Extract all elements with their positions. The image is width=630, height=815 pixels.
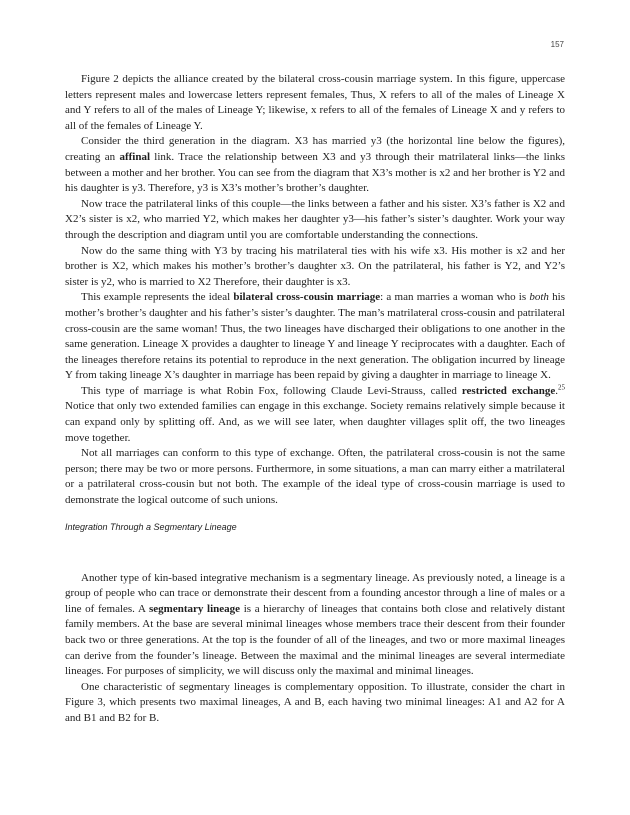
text-run: Another type of kin-based integrative mechanism is a segmentary lineage. As previously noted, a lineage is a group of people who can trace or demonstrate their descent from a founding ancestor through a line of males or a line of females. A bbox=[65, 571, 565, 615]
paragraph-3 bbox=[65, 197, 565, 244]
paragraph-2 bbox=[65, 134, 565, 196]
text-run: Consider the third generation in the diagram. X3 has married y3 (the horizontal line below the figures), creating an bbox=[65, 135, 565, 163]
text-run: Not all marriages can conform to this type of exchange. Often, the patrilateral cross-cousin is not the same person; there may be two or more persons. Furthermore, in some situations, a man can marry either a matrilateral or a patrilateral cross-cousin but not both. The example of the ideal type of cross-cousin marriage is used to demonstrate the logical outcome of such unions. bbox=[65, 447, 565, 507]
text-run: Notice that only two extended families can engage in this exchange. Society remains relatively simple because it can expand only by splitting off. And, as we will see later, when daughter villages split off, the two lineages move together. bbox=[65, 400, 565, 444]
text-italic: both bbox=[529, 291, 549, 304]
page-number: 157 bbox=[550, 40, 564, 49]
paragraph-8 bbox=[65, 571, 565, 680]
text-run: link. Trace the relationship between X3 and y3 through their matrilateral links—the links between a mother and her brother. You can see from the diagram that X3’s mother is x2 and her brother is Y2 and his daughter is y3. Therefore, y3 is X3’s mother’s brother’s daughter. bbox=[65, 150, 565, 195]
text-run: . bbox=[555, 384, 558, 397]
text-run: Now do the same thing with Y3 by tracing his matrilateral ties with his wife x3. His mother is x2 and her brother is X2, which makes his mother’s brother’s daughter x3. On the patrilateral, his father is Y2, and Y2’s sister is y2, who is married to X2 Therefore, their daughter is x3. bbox=[65, 244, 565, 288]
text-run: This example represents the ideal bbox=[81, 291, 234, 304]
text-run: his mother’s brother’s daughter and his father’s sister’s daughter. The man’s matrilateral cross-cousin and patrilateral cross-cousin are the same woman! Thus, the two lineages have discharged their obligations to one another in the same generation. Lineage X provides a daughter to lineage Y and lineage Y reciprocates with a daughter. Each of the lineages therefore retains its potential to reproduce in the next generation. The obligation incurred by lineage Y from taking lineage X’s daughter in marriage has been repaid by giving a daughter in marriage to lineage X. bbox=[65, 291, 565, 382]
text-bold: bilateral cross-cousin marriage bbox=[233, 291, 381, 304]
paragraph-4 bbox=[65, 244, 565, 291]
text-run: Figure 2 depicts the alliance created by the bilateral cross-cousin marriage system. In this figure, uppercase letters represent males and lowercase letters represent females, Thus, X refers to all of the males of Lineage X and Y refers to all of the males of Lineage Y; likewise, x refers to all of the females of Lineage X and y refers to all of the females of Lineage Y. bbox=[65, 73, 565, 132]
paragraph-7 bbox=[65, 446, 565, 508]
text-run: One characteristic of segmentary lineages is complementary opposition. To illustrate, consider the chart in Figure 3, which presents two maximal lineages, A and B, each having two minimal lineages: A1 and A2 for A and B1 and B2 for B. bbox=[65, 680, 565, 724]
paragraphs-after bbox=[65, 571, 565, 727]
text-bold: segmentary lineage bbox=[149, 602, 241, 615]
paragraph-9 bbox=[65, 680, 565, 727]
text-run: is a hierarchy of lineages that contains both close and relatively distant family members. At the base are several minimal lineages whose members trace their descent from their founder back two or three generations. At the top is the founder of all of the lineages, and two or more maximal lineages can derive from the founder’s lineage. Between the maximal and the minimal lineages are several intermediate lineages. For purposes of simplicity, we will discuss only the maximal and minimal lineages. bbox=[65, 602, 565, 678]
paragraphs-before bbox=[65, 72, 565, 509]
section-heading: Integration Through a Segmentary Lineage bbox=[65, 521, 237, 532]
paragraph-1 bbox=[65, 72, 565, 134]
paragraph-5 bbox=[65, 290, 565, 384]
paragraph-6 bbox=[65, 384, 565, 446]
body-text bbox=[65, 72, 565, 727]
text-run: : a man marries a woman who is bbox=[380, 291, 530, 304]
text-bold: restricted exchange bbox=[461, 384, 556, 397]
text-run: Now trace the patrilateral links of this couple—the links between a father and his sister. X3’s father is X2 and X2’s sister is x2, who married Y2, which makes her daughter y3—his father’s sister’s daughter. Work your way through the description and diagram until you are comfortable understanding the connections. bbox=[65, 197, 565, 241]
text-sup: 25 bbox=[557, 383, 565, 392]
text-bold: affinal bbox=[119, 150, 150, 163]
text-run: This type of marriage is what Robin Fox, following Claude Levi-Strauss, called bbox=[81, 384, 462, 397]
